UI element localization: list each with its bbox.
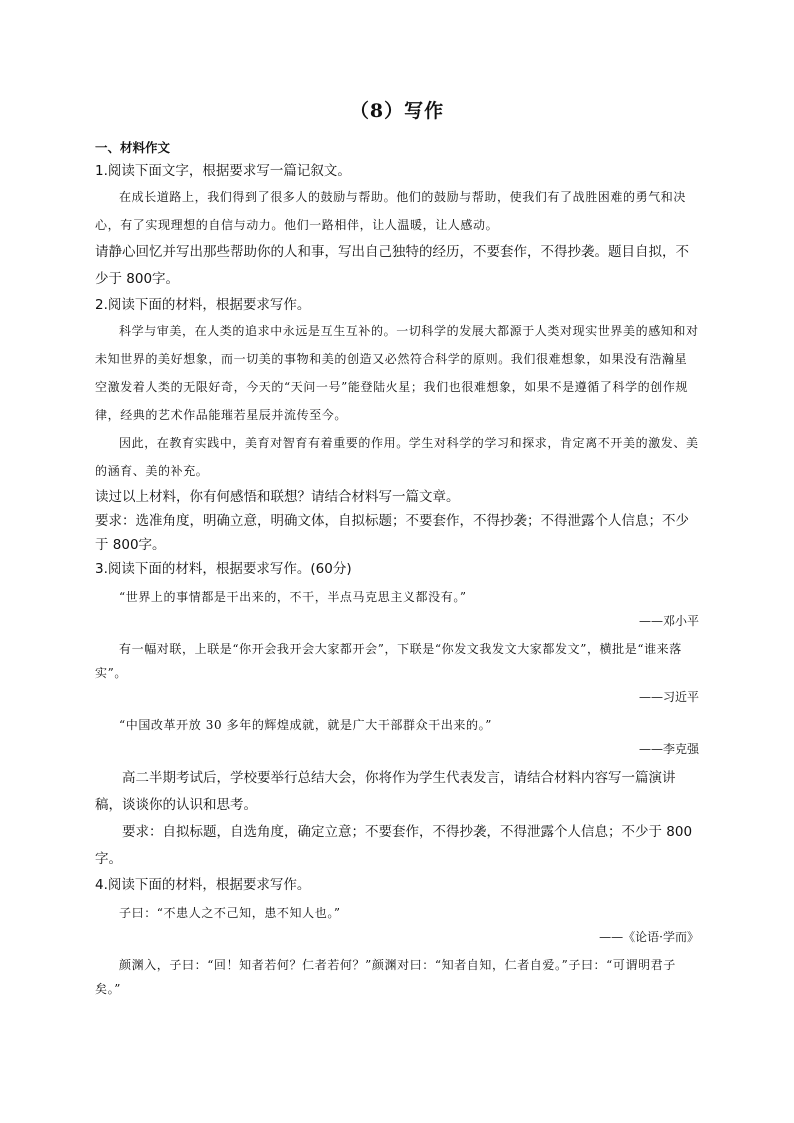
question-2-material-paragraph-1: 科学与审美，在人类的追求中永远是互生互补的。一切科学的发展大都源于人类对现实世界美的感知和对未知世界的美好想象，而一切美的事物和美的创造又必然符合科学的原则。我们很难想象，如果没有浩瀚星空激发着人类的无限好奇，今天的“天问一号”能登陆火星；我们也很难想象，如果不是遵循了科学的创作规律，经典的艺术作品能璀若星辰并流传至今。 [95,324,699,422]
question-2-prompt: 2.阅读下面的材料，根据要求写作。 [95,297,311,313]
question-4-attribution-1: ——《论语·学而》 [599,930,699,944]
question-4 [95,873,699,1001]
document-body [95,139,699,1001]
question-1 [95,159,699,293]
question-3-quote-3: “中国改革开放 30 多年的辉煌成就，就是广大干部群众干出来的。” [119,718,492,732]
question-4-prompt: 4.阅读下面的材料，根据要求写作。 [95,877,311,893]
question-2-task: 读过以上材料，你有何感悟和联想？请结合材料写一篇文章。 [95,489,460,505]
question-3-prompt: 3.阅读下面的材料，根据要求写作。(60分) [95,561,352,577]
question-3-task: 高二半期考试后，学校要举行总结大会，你将作为学生代表发言，请结合材料内容写一篇演讲稿，谈谈你的认识和思考。 [95,770,676,813]
question-3-requirement: 要求：自拟标题，自选角度，确定立意；不要套作，不得抄袭，不得泄露个人信息；不少于 800字。 [95,824,693,867]
question-3-attribution-2: ——习近平 [638,690,699,704]
question-1-prompt: 1.阅读下面文字，根据要求写一篇记叙文。 [95,163,351,179]
question-4-quote-1: 子曰：“不患人之不己知，患不知人也。” [119,906,341,920]
question-2-material-paragraph-2: 因此，在教育实践中，美育对智育有着重要的作用。学生对科学的学习和探求，肯定离不开美的激发、美的涵育、美的补充。 [95,436,699,478]
question-2 [95,293,699,557]
question-3-quote-1: “世界上的事情都是干出来的，不干，半点马克思主义都没有。” [119,590,467,604]
question-4-quote-2: 颜渊入，子曰：“回！知者若何？仁者若何？”颜渊对曰：“知者自知，仁者自爱。”子曰：“可谓明君子矣。” [95,958,676,996]
section-heading: 一、材料作文 [95,140,171,155]
question-2-requirement: 要求：选准角度，明确立意，明确文体，自拟标题；不要套作，不得抄袭；不得泄露个人信息；不少于 800字。 [95,513,689,553]
question-3-attribution-3: ——李克强 [638,742,699,756]
question-1-requirement: 请静心回忆并写出那些帮助你的人和事，写出自己独特的经历，不要套作，不得抄袭。题目自拟，不少于 800字。 [95,244,689,287]
question-3-attribution-1: ——邓小平 [638,614,699,628]
question-3 [95,557,699,873]
page-title: （8）写作 [349,100,445,122]
question-3-quote-2: 有一幅对联，上联是“你开会我开会大家都开会”，下联是“你发文我发文大家都发文”，横批是“谁来落实”。 [95,642,682,680]
question-1-material: 在成长道路上，我们得到了很多人的鼓励与帮助。他们的鼓励与帮助，使我们有了战胜困难的勇气和决心，有了实现理想的自信与动力。他们一路相伴，让人温暖，让人感动。 [95,190,687,232]
